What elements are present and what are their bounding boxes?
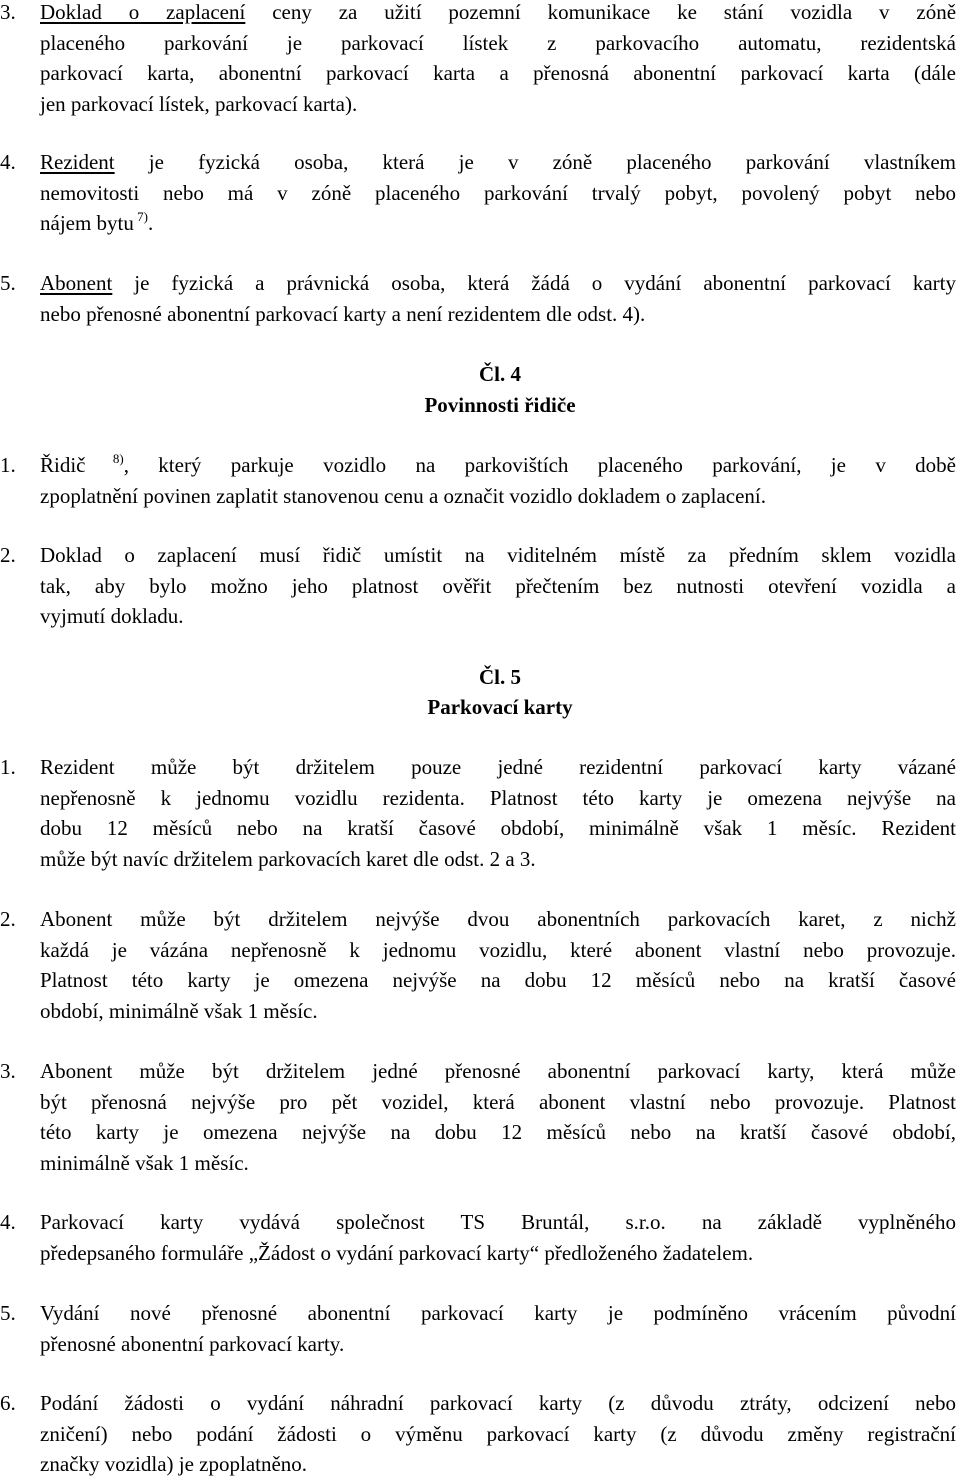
text-line <box>0 1238 956 1269</box>
text-segment: Doklad o zaplacení musí řidič umístit na viditelném místě za předním sklem vozidla <box>40 543 956 567</box>
text-segment: Abonent může být držitelem nejvýše dvou abonentních parkovacích karet, z nichž <box>40 907 956 931</box>
text-line <box>0 935 956 966</box>
text-line <box>0 89 956 120</box>
text-segment: Platnost této karty je omezena nejvýše na dobu 12 měsíců nebo na kratší časové <box>40 968 956 992</box>
text-segment: může být navíc držitelem parkovacích karet dle odst. 2 a 3. <box>40 846 536 871</box>
text-segment: je fyzická a právnická osoba, která žádá o vydání abonentní parkovací karty <box>112 271 956 295</box>
defined-term: Doklad o zaplacení <box>40 0 246 24</box>
text-segment: značky vozidla) je zpoplatněno. <box>40 1452 308 1476</box>
text-line <box>0 752 956 783</box>
article-4-paragraph-1 <box>0 450 956 511</box>
text-line <box>0 601 956 632</box>
text-segment: nemovitosti nebo má v zóně placeného parkování trvalý pobyt, povolený pobyt nebo <box>40 180 956 205</box>
text-segment: přenosné abonentní parkovací karty. <box>40 1331 345 1356</box>
article-5-paragraph-4 <box>0 1207 956 1268</box>
text-segment: nebo přenosné abonentní parkovací karty a není rezidentem dle odst. 4). <box>40 301 646 326</box>
footnote-reference: 8) <box>85 451 124 466</box>
text-line <box>0 1148 956 1179</box>
paragraph-number: 3. <box>0 0 16 24</box>
text-line <box>0 299 956 330</box>
article-5-number: Čl. 5 <box>479 665 521 689</box>
text-line <box>0 268 956 299</box>
paragraph-number: 1. <box>0 453 16 477</box>
defined-term: Abonent <box>40 271 113 295</box>
text-line <box>0 58 956 89</box>
text-segment: této karty je omezena nejvýše na dobu 12 měsíců nebo na kratší časové období, <box>40 1120 956 1144</box>
paragraph-3-payment-proof <box>0 0 956 119</box>
text-line <box>0 904 956 935</box>
text-segment: každá je vázána nepřenosně k jednomu vozidlu, které abonent vlastní nebo provozuje. <box>40 937 956 962</box>
text-line <box>0 996 956 1027</box>
text-segment: vyjmutí dokladu. <box>40 604 184 628</box>
text-line <box>0 571 956 602</box>
paragraph-number: 2. <box>0 907 16 931</box>
paragraph-number: 6. <box>0 1391 16 1415</box>
paragraph-number: 5. <box>0 271 16 295</box>
text-line <box>0 1449 956 1480</box>
text-line <box>0 0 956 28</box>
text-segment: předepsaného formuláře „Žádost o vydání parkovací karty“ předloženého žadatelem. <box>40 1240 754 1265</box>
text-segment: být přenosná nejvýše pro pět vozidel, která abonent vlastní nebo provozuje. Platnost <box>40 1089 956 1114</box>
article-4-paragraph-2 <box>0 540 956 632</box>
text-segment: dobu 12 měsíců nebo na kratší časové období, minimálně však 1 měsíc. Rezident <box>40 816 956 840</box>
article-5-paragraph-1 <box>0 752 956 874</box>
text-line <box>0 540 956 571</box>
text-line <box>0 783 956 814</box>
text-segment: ceny za užití pozemní komunikace ke stání vozidla v zóně <box>245 0 956 24</box>
article-5-title: Parkovací karty <box>427 695 573 719</box>
text-line <box>0 481 956 512</box>
text-segment: je fyzická osoba, která je v zóně placeného parkování vlastníkem <box>114 150 956 174</box>
paragraph-number: 4. <box>0 150 16 174</box>
text-segment: Podání žádosti o vydání náhradní parkovací karty (z důvodu ztráty, odcizení nebo <box>40 1391 956 1415</box>
text-segment: zničení) nebo podání žádosti o výměnu parkovací karty (z důvodu změny registrační <box>40 1421 956 1446</box>
paragraph-4-resident <box>0 147 956 239</box>
article-5-paragraph-2 <box>0 904 956 1026</box>
text-line <box>0 1388 956 1419</box>
text-segment: placeného parkování je parkovací lístek z parkovacího automatu, rezidentská <box>40 30 956 55</box>
text-line <box>0 813 956 844</box>
text-line <box>0 28 956 59</box>
text-line <box>0 1298 956 1329</box>
article-4-number: Čl. 4 <box>479 362 521 386</box>
text-segment: zpoplatnění povinen zaplatit stanovenou cenu a označit vozidlo dokladem o zaplacení. <box>40 483 766 508</box>
defined-term: Rezident <box>40 150 115 174</box>
text-segment: Řidič <box>40 453 86 477</box>
text-line <box>0 844 956 875</box>
article-4-title: Povinnosti řidiče <box>424 393 576 417</box>
text-line <box>0 208 956 239</box>
text-line <box>0 1117 956 1148</box>
text-segment: , který parkuje vozidlo na parkovištích placeného parkování, je v době <box>123 453 956 477</box>
article-5-paragraph-3 <box>0 1056 956 1178</box>
paragraph-number: 2. <box>0 543 16 567</box>
text-segment: Rezident může být držitelem pouze jedné rezidentní parkovací karty vázané <box>40 755 956 779</box>
text-segment: parkovací karta, abonentní parkovací karta a přenosná abonentní parkovací karta (dále <box>40 61 956 85</box>
text-segment: minimálně však 1 měsíc. <box>40 1150 249 1175</box>
text-line <box>0 450 956 481</box>
text-segment: jen parkovací lístek, parkovací karta). <box>40 91 358 116</box>
text-line <box>0 1207 956 1238</box>
text-segment: tak, aby bylo možno jeho platnost ověřit přečtením bez nutnosti otevření vozidla a <box>40 573 956 598</box>
paragraph-number: 3. <box>0 1059 16 1083</box>
article-5-paragraph-5 <box>0 1298 956 1359</box>
footnote-reference: 7) <box>133 209 148 224</box>
text-line <box>0 178 956 209</box>
text-line <box>0 147 956 178</box>
text-segment: . <box>148 211 154 235</box>
text-segment: Abonent může být držitelem jedné přenosné abonentní parkovací karty, která může <box>40 1059 956 1083</box>
text-segment: Vydání nové přenosné abonentní parkovací karty je podmíněno vrácením původní <box>40 1301 956 1325</box>
paragraph-number: 1. <box>0 755 16 779</box>
text-line <box>0 965 956 996</box>
text-segment: nájem bytu <box>40 211 134 235</box>
text-line <box>0 1087 956 1118</box>
text-line <box>0 1329 956 1360</box>
paragraph-5-subscriber <box>0 268 956 329</box>
article-5-paragraph-6 <box>0 1388 956 1480</box>
paragraph-number: 4. <box>0 1210 16 1234</box>
text-line <box>0 1419 956 1450</box>
text-line <box>0 1056 956 1087</box>
text-segment: nepřenosně k jednomu vozidlu rezidenta. Platnost této karty je omezena nejvýše na <box>40 785 956 810</box>
paragraph-number: 5. <box>0 1301 16 1325</box>
text-segment: období, minimálně však 1 měsíc. <box>40 998 318 1023</box>
text-segment: Parkovací karty vydává společnost TS Bruntál, s.r.o. na základě vyplněného <box>40 1210 956 1234</box>
